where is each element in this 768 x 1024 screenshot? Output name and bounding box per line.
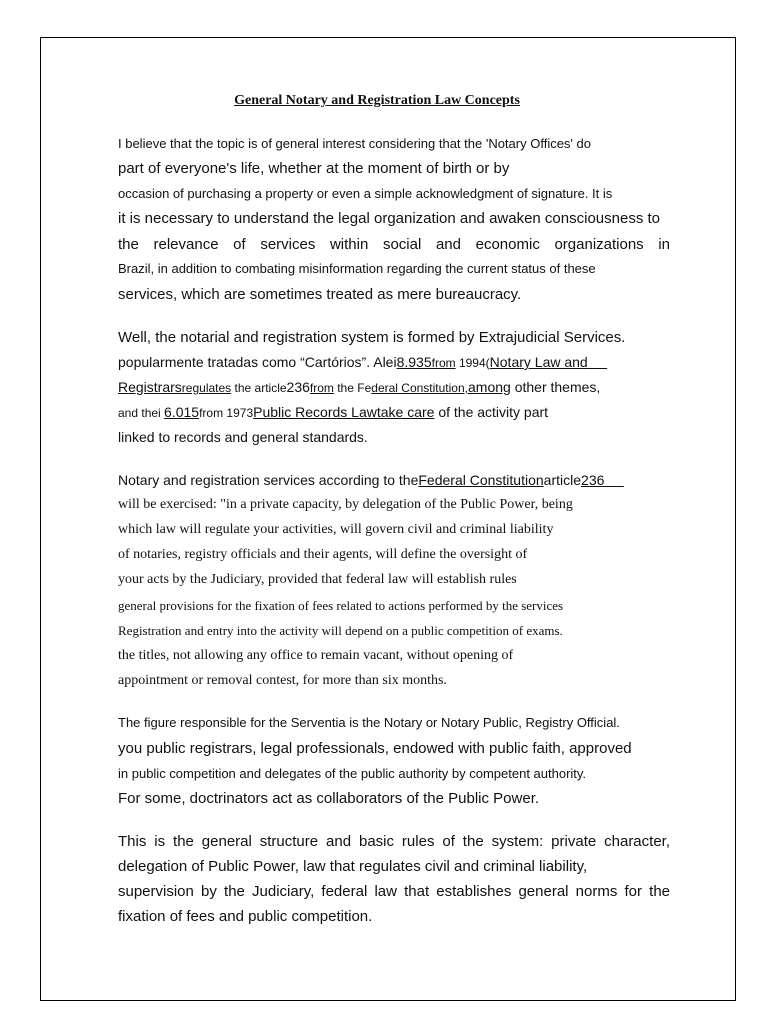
text-run: 1994( <box>455 356 490 370</box>
page-frame <box>40 37 736 1001</box>
text-run: other themes, <box>510 379 601 395</box>
text-run: the article <box>231 381 287 395</box>
text-run: Federal Constitution <box>418 472 544 488</box>
paragraph-line: part of everyone's life, whether at the moment of birth or by <box>118 160 510 177</box>
paragraph-line: your acts by the Judiciary, provided that federal law will establish rules <box>118 572 517 587</box>
text-run: 236 <box>286 379 310 395</box>
paragraph-line <box>118 405 548 419</box>
text-run: article <box>543 472 582 488</box>
paragraph-line: supervision by the Judiciary, federal law that establishes general norms for the <box>118 883 670 900</box>
paragraph-line: it is necessary to understand the legal organization and awaken consciousness to <box>118 210 660 227</box>
paragraph-line: Well, the notarial and registration system is formed by Extrajudicial Services. <box>118 329 626 346</box>
text-run: of the activity part <box>434 404 549 420</box>
paragraph-line: For some, doctrinators act as collaborators of the Public Power. <box>118 790 540 807</box>
paragraph-line <box>118 473 624 487</box>
paragraph-line: which law will regulate your activities, will govern civil and criminal liability <box>118 522 554 537</box>
paragraph-line: services, which are sometimes treated as mere bureaucracy. <box>118 286 522 303</box>
paragraph-line: This is the general structure and basic rules of the system: private character, <box>118 833 670 850</box>
text-run: 8.935 <box>396 354 432 370</box>
paragraph-line: of notaries, registry officials and their agents, will define the oversight of <box>118 547 528 562</box>
paragraph-line: The figure responsible for the Serventia is the Notary or Notary Public, Registry Official. <box>118 715 620 730</box>
paragraph-line: you public registrars, legal professionals, endowed with public faith, approved <box>118 740 632 757</box>
text-run: take care <box>376 404 435 420</box>
document-title: General Notary and Registration Law Concepts <box>234 93 520 108</box>
paragraph-line <box>118 355 607 369</box>
paragraph-line: the titles, not allowing any office to remain vacant, without opening of <box>118 648 514 663</box>
text-run: from <box>199 406 224 420</box>
text-run: 6.015 <box>164 404 200 420</box>
text-run: Notary Law and <box>489 354 588 370</box>
text-run: from <box>309 381 334 395</box>
paragraph-line: appointment or removal contest, for more than six months. <box>118 673 447 688</box>
text-run: 1973 <box>223 406 254 420</box>
paragraph-line: delegation of Public Power, law that regulates civil and criminal liability, <box>118 858 588 875</box>
text-run: regulates <box>181 381 232 395</box>
paragraph-line: Brazil, in addition to combating misinformation regarding the current status of these <box>118 261 596 276</box>
paragraph-line: Registration and entry into the activity will depend on a public competition of exams. <box>118 623 563 638</box>
text-run: Notary and registration services according to the <box>118 472 419 488</box>
paragraph-line: general provisions for the fixation of fees related to actions performed by the services <box>118 598 564 613</box>
paragraph-line: in public competition and delegates of the public authority by competent authority. <box>118 766 587 781</box>
text-run: Fe <box>357 381 372 395</box>
paragraph-line <box>118 380 600 394</box>
text-run: 236 <box>581 472 605 488</box>
text-run: the <box>333 381 358 395</box>
text-run: from <box>431 356 456 370</box>
paragraph-line: linked to records and general standards. <box>118 429 368 445</box>
text-run: Public Records Law <box>253 404 377 420</box>
text-run: deral Constitution, <box>371 381 468 395</box>
paragraph-line: fixation of fees and public competition. <box>118 908 373 925</box>
paragraph-line: the relevance of services within social and economic organizations in <box>118 236 670 253</box>
text-run: popularmente tratadas como “Cartórios”. Alei <box>118 354 397 370</box>
text-run: and thei <box>118 406 165 420</box>
paragraph-line: occasion of purchasing a property or even a simple acknowledgment of signature. It is <box>118 186 613 201</box>
paragraph-line: will be exercised: "in a private capacity, by delegation of the Public Power, being <box>118 497 573 512</box>
text-run: Registrars <box>118 379 182 395</box>
paragraph-line: I believe that the topic is of general interest considering that the 'Notary Offices' do <box>118 136 591 151</box>
text-run: among <box>468 379 511 395</box>
